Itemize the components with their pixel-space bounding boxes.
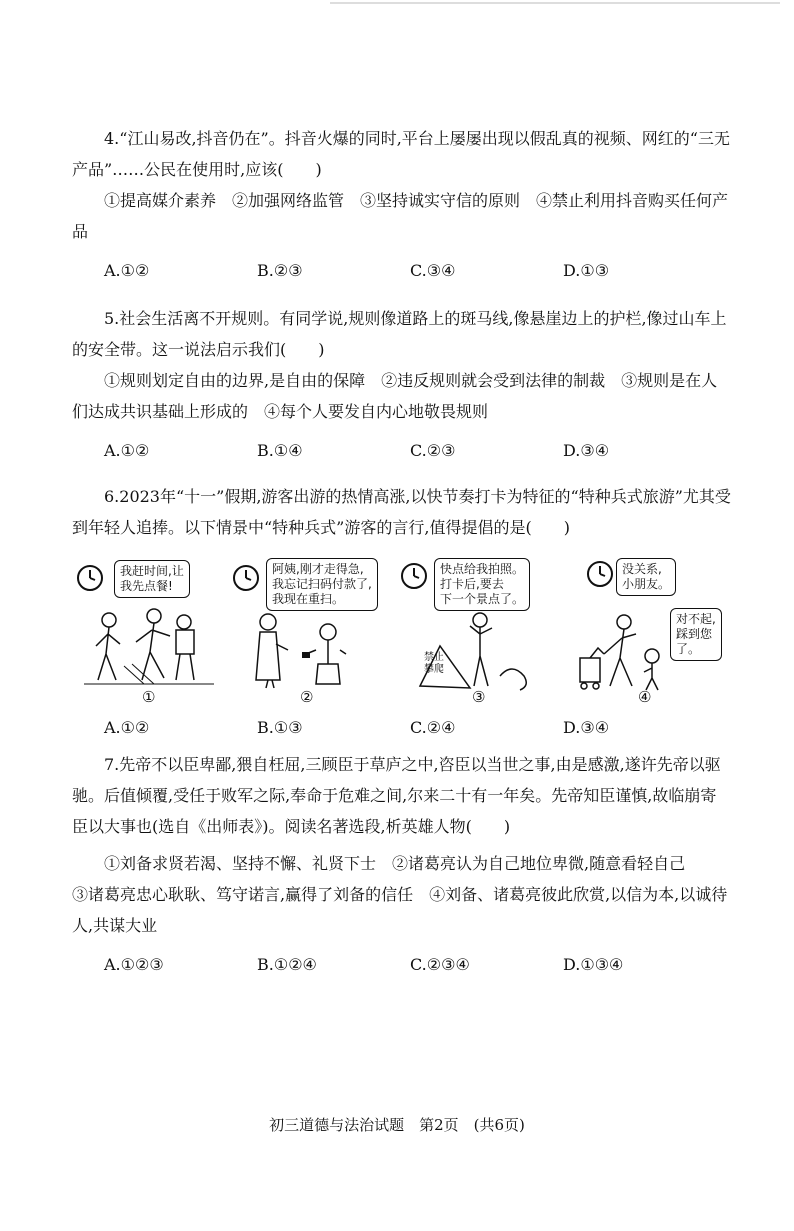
question-6 <box>72 481 732 543</box>
speech-bubble <box>616 558 676 596</box>
bubble-line: 了。 <box>676 642 701 656</box>
queue-cutting-figures <box>84 606 214 686</box>
option-b[interactable]: B.②③ <box>257 261 303 280</box>
option-c[interactable]: C.②④ <box>410 718 456 737</box>
question-7-statements-1: ①刘备求贤若渴、坚持不懈、礼贤下士 ②诸葛亮认为自己地位卑微,随意看轻自己 <box>104 854 686 873</box>
bubble-line: 对不起, <box>676 612 716 626</box>
sign-line: 攀爬 <box>424 664 444 675</box>
option-d[interactable]: D.①③④ <box>563 955 624 974</box>
bubble-line: 我现在重扫。 <box>272 592 345 606</box>
panel-number: ② <box>300 688 314 706</box>
question-7-statements-2: ③诸葛亮忠心耿耿、笃守诺言,赢得了刘备的信任 ④刘备、诸葛亮彼此欣赏,以信为本,以诚待人,共谋大业 <box>72 885 728 935</box>
question-7-stem: 7.先帝不以臣卑鄙,猥自枉屈,三顾臣于草庐之中,咨臣以当世之事,由是感激,遂许先帝以驱驰。后值倾覆,受任于败军之际,奉命于危难之间,尔来二十有一年矣。先帝知臣谨慎,故临崩寄臣以大事也(选自《出师表》)。阅读名著选段,析英雄人物( ) <box>72 755 721 836</box>
bubble-line: 小朋友。 <box>622 577 671 591</box>
option-a[interactable]: A.①② <box>104 441 150 460</box>
option-c[interactable]: C.③④ <box>410 261 456 280</box>
comic-panel-1 <box>74 556 224 708</box>
bubble-line: 踩到您 <box>676 627 713 641</box>
bubble-line: 阿姨,刚才走得急, <box>272 562 364 576</box>
sign-line: 禁止 <box>424 652 444 663</box>
question-6-options-wrap <box>72 712 732 743</box>
question-5-statements: ①规则划定自由的边界,是自由的保障 ②违反规则就会受到法律的制裁 ③规则是在人们达成共识基础上形成的 ④每个人要发自内心地敬畏规则 <box>72 371 718 421</box>
no-climbing-sign <box>424 652 444 676</box>
speech-bubble <box>266 558 378 611</box>
bubble-line: 打卡后,要去 <box>440 577 504 591</box>
panel-number: ③ <box>472 688 486 706</box>
option-a[interactable]: A.①② <box>104 718 150 737</box>
option-b[interactable]: B.①②④ <box>257 955 317 974</box>
question-4-stem: 4.“江山易改,抖音仍在”。抖音火爆的同时,平台上屡屡出现以假乱真的视频、网红的“三无产品”……公民在使用时,应该( ) <box>72 129 730 179</box>
clock-icon <box>586 560 614 588</box>
question-6-options <box>72 712 732 743</box>
apology-bubble <box>670 608 722 661</box>
option-c[interactable]: C.②③④ <box>410 955 470 974</box>
bubble-line: 下一个景点了。 <box>440 592 525 606</box>
question-4-statements: ①提高媒介素养 ②加强网络监管 ③坚持诚实守信的原则 ④禁止利用抖音购买任何产品 <box>72 191 729 241</box>
question-6-stem: 6.2023年“十一”假期,游客出游的热情高涨,以快节奏打卡为特征的“特种兵式旅游”尤其受到年轻人追捧。以下情景中“特种兵式”游客的言行,值得提倡的是( ) <box>72 487 731 537</box>
bubble-line: 没关系, <box>622 562 662 576</box>
option-a[interactable]: A.①②③ <box>104 955 164 974</box>
option-a[interactable]: A.①② <box>104 261 150 280</box>
option-d[interactable]: D.③④ <box>563 718 610 737</box>
tourist-and-child-figures <box>574 612 674 692</box>
speech-bubble <box>114 560 190 598</box>
option-d[interactable]: D.③④ <box>563 441 610 460</box>
clock-icon <box>232 564 260 592</box>
comic-panel-2 <box>232 556 382 708</box>
payment-figures <box>246 610 366 690</box>
clock-icon <box>400 562 428 590</box>
option-c[interactable]: C.②③ <box>410 441 456 460</box>
bubble-line: 我忘记扫码付款了, <box>272 577 372 591</box>
question-5 <box>72 303 732 466</box>
option-d[interactable]: D.①③ <box>563 261 610 280</box>
comic-panel-3 <box>400 556 550 708</box>
question-7 <box>72 749 732 980</box>
speech-bubble <box>434 558 530 611</box>
option-b[interactable]: B.①③ <box>257 718 303 737</box>
scan-edge-line <box>330 2 780 4</box>
bubble-line: 我先点餐! <box>120 579 173 593</box>
question-4-options <box>72 255 732 286</box>
question-5-options <box>72 435 732 466</box>
comic-panel-4 <box>572 556 722 708</box>
page-footer: 初三道德与法治试题 第2页 (共6页) <box>269 1116 525 1134</box>
clock-icon <box>76 564 104 592</box>
panel-number: ④ <box>638 688 652 706</box>
question-7-options <box>72 949 732 980</box>
panel-number: ① <box>142 688 156 706</box>
bubble-line: 快点给我拍照。 <box>440 562 525 576</box>
option-b[interactable]: B.①④ <box>257 441 303 460</box>
question-6-comics <box>72 556 732 708</box>
bubble-line: 我赶时间,让 <box>120 564 184 578</box>
question-5-stem: 5.社会生活离不开规则。有同学说,规则像道路上的斑马线,像悬崖边上的护栏,像过山车上的安全带。这一说法启示我们( ) <box>72 309 727 359</box>
question-4 <box>72 123 732 286</box>
climbing-tourist-figure <box>400 606 540 696</box>
